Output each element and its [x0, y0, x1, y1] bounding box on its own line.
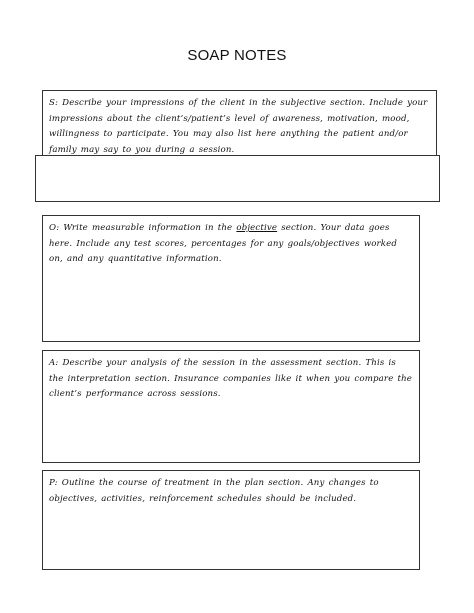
objective-text-after: section. Your data goes here. Include any test scores, percentages for any goals/objectives worked on, and any quantitative information.	[49, 223, 398, 264]
assessment-section-box[interactable]	[42, 350, 420, 463]
page-title: SOAP NOTES	[187, 47, 287, 64]
objective-prompt-text	[43, 216, 419, 268]
plan-section-box[interactable]	[42, 470, 420, 570]
assessment-prompt-text: A: Describe your analysis of the session in the assessment section. This is the interpretation section. Insurance companies like it when you compare the client’s performance across sessions.	[49, 358, 413, 399]
objective-text-before: O: Write measurable information in the	[49, 223, 237, 233]
plan-prompt-text: P: Outline the course of treatment in the plan section. Any changes to objectives, activities, reinforcement schedules should be included.	[49, 478, 379, 504]
subjective-response-field[interactable]	[35, 155, 440, 202]
objective-emphasis: objective	[236, 223, 278, 233]
objective-section-box[interactable]	[42, 215, 420, 342]
subjective-prompt-box	[42, 90, 437, 156]
subjective-prompt-text: S: Describe your impressions of the client in the subjective section. Include your impressions about the client’s/patient’s level of awareness, motivation, mood, willingness to participate. You may also list here anything the patient and/or family may say to you during a session.	[49, 98, 428, 155]
